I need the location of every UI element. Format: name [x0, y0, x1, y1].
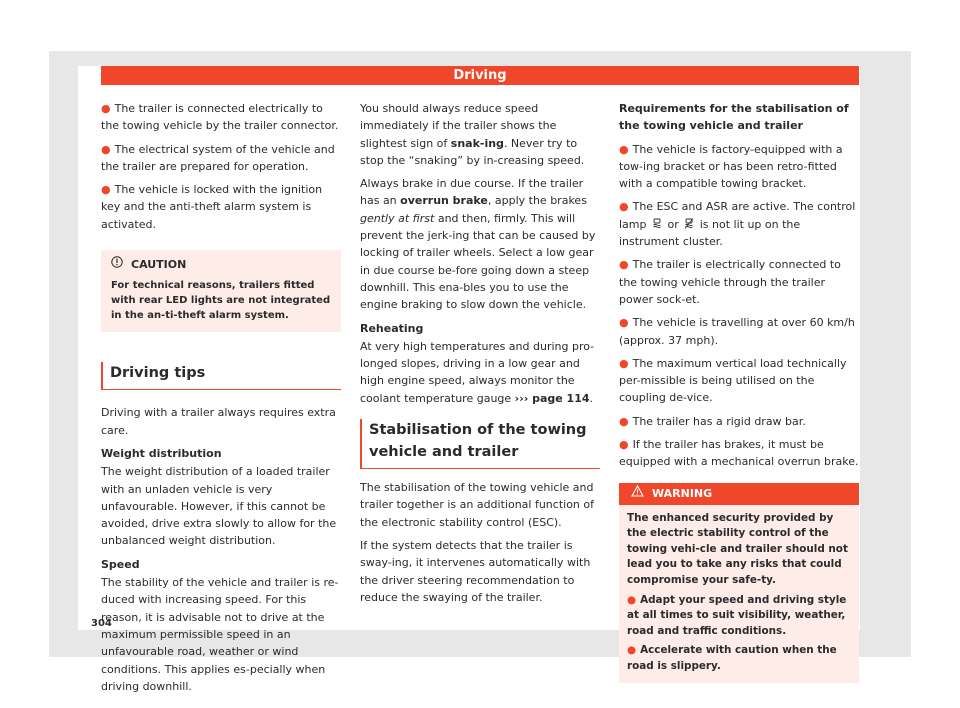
page-number: 304 [91, 618, 112, 629]
requirements-heading: Requirements for the stabilisation of the towing vehicle and trailer [619, 102, 849, 133]
speed-heading: Speed [101, 557, 140, 571]
list-item: ● The trailer is connected electrically to the towing vehicle by the trailer connector. [101, 102, 339, 133]
warning-text: The enhanced security provided by the electric stability control of the towing vehi-cle and trailer should not lead you to take any risks that could compromise your safe-ty. [627, 511, 848, 587]
caution-label: CAUTION [131, 258, 187, 272]
bullet-icon: ● [619, 142, 629, 156]
list-item: ● The vehicle is factory-equipped with a tow-ing bracket or has been retro-fitted with a compatible towing bracket. [619, 142, 843, 191]
speed-text: The stability of the vehicle and trailer is re-duced with increasing speed. For this reason, it is advisable not to drive at the maximum permissible speed in an unfavourable road, weather or wind conditions. This applies es-pecially when driving downhill. [101, 576, 339, 693]
caution-text: For technical reasons, trailers fitted with rear LED lights are not integrated in the an-ti-theft alarm system. [111, 280, 331, 322]
column-3 [619, 100, 859, 683]
list-item: ● Accelerate with caution when the road is slippery. [627, 644, 837, 672]
section-title-stabilisation: Stabilisation of the towing vehicle and trailer [360, 419, 600, 469]
bullet-icon: ● [101, 102, 111, 115]
warning-box [619, 483, 859, 683]
column-1 [101, 100, 341, 701]
weight-text: The weight distribution of a loaded trailer with an unladen vehicle is very unfavourable. However, if this cannot be avoided, drive extra slowly to allow for the unbalanced weight distribution. [101, 465, 337, 548]
bullet-icon: ● [101, 142, 111, 156]
list-item: ● The trailer has a rigid draw bar. [619, 414, 806, 428]
weight-heading: Weight distribution [101, 446, 222, 460]
bullet-icon: ● [101, 183, 111, 197]
column-2 [360, 100, 600, 612]
list-item: ● If the trailer has brakes, it must be equipped with a mechanical overrun brake. [619, 438, 859, 469]
page-reference-link[interactable]: ››› page 114 [514, 391, 590, 405]
bullet-icon: ● [619, 414, 629, 428]
list-item: ● The vehicle is travelling at over 60 km/h (approx. 37 mph). [619, 316, 855, 347]
esc-warning-lamp-icon [652, 217, 662, 228]
list-item: ● The ESC and ASR are active. The control lamp or is not lit up on the instrument cluster. [619, 200, 856, 249]
bullet-icon: ● [619, 258, 629, 272]
list-item: ● Adapt your speed and driving style at all times to suit visibility, weather, road and traffic conditions. [627, 593, 847, 637]
list-item: ● The trailer is electrically connected to the towing vehicle through the trailer power sock-et. [619, 258, 841, 306]
reheating-text: At very high temperatures and during pro-longed slopes, driving in a low gear and high engine speed, always monitor the coolant temperature gauge ››› page 114. [360, 339, 595, 405]
snaking-paragraph: You should always reduce speed immediately if the trailer shows the slightest sign of snak-ing. Never try to stop the “snaking” by in-creasing speed. [360, 102, 585, 167]
bullet-icon: ● [619, 438, 629, 452]
stabilisation-text-1: The stabilisation of the towing vehicle and trailer together is an additional function of the electronic stability control (ESC). [360, 481, 594, 529]
reheating-heading: Reheating [360, 321, 424, 335]
info-icon [111, 256, 123, 273]
bullet-icon: ● [619, 356, 629, 370]
section-title-driving-tips: Driving tips [101, 362, 341, 390]
bullet-icon: ● [619, 316, 629, 330]
warning-triangle-icon [631, 483, 644, 505]
warning-header [619, 483, 859, 505]
caution-header [111, 256, 331, 273]
list-item: ● The vehicle is locked with the ignition key and the anti-theft alarm system is activated. [101, 183, 323, 231]
esc-off-lamp-icon [684, 217, 694, 228]
intro-text: Driving with a trailer always requires extra care. [101, 406, 336, 437]
list-item: ● The electrical system of the vehicle and the trailer are prepared for operation. [101, 142, 335, 173]
warning-body [619, 505, 859, 683]
warning-label: WARNING [652, 486, 713, 500]
chapter-header: Driving [101, 66, 859, 85]
stabilisation-text-2: If the system detects that the trailer is sway-ing, it intervenes automatically with the driver steering recommendation to reduce the swaying of the trailer. [360, 538, 591, 604]
bullet-icon: ● [627, 644, 637, 657]
bullet-icon: ● [619, 200, 629, 214]
list-item: ● The maximum vertical load technically per-missible is being utilised on the coupling de-vice. [619, 356, 847, 405]
bullet-icon: ● [627, 593, 637, 606]
caution-box [101, 250, 341, 332]
braking-paragraph: Always brake in due course. If the trailer has an overrun brake, apply the brakes gently at first and then, firmly. This will prevent the jerk-ing that can be caused by locking of trailer wheels. Select a low gear in due course be-fore going down a steep downhill. This ena-bles you to use the engine braking to slow down the vehicle. [360, 177, 596, 312]
